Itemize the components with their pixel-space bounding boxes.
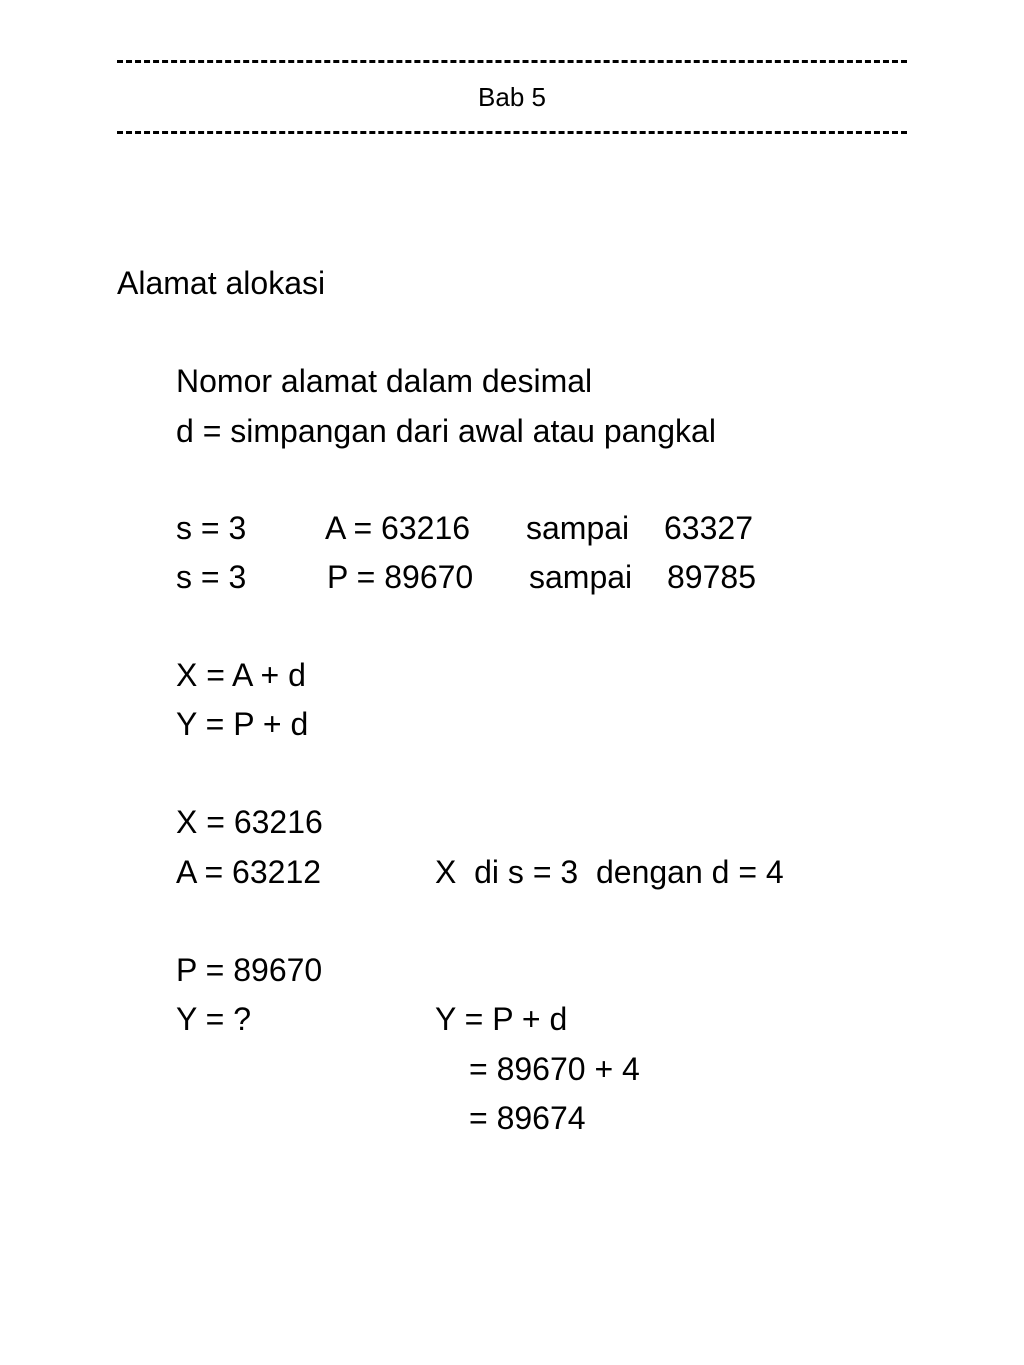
range-2-end: 89785: [667, 559, 756, 595]
example-y-line-1: P = 89670: [176, 952, 323, 988]
range-2-base: P = 89670: [327, 559, 474, 595]
example-y-line-2: Y = ?: [176, 1001, 252, 1037]
section-title: Alamat alokasi: [117, 265, 326, 301]
range-2-segment: s = 3: [176, 559, 247, 595]
formula-x: X = A + d: [176, 657, 306, 693]
range-1-segment: s = 3: [176, 510, 247, 546]
chapter-title: Bab 5: [478, 82, 546, 112]
example-y-step-3: = 89674: [469, 1100, 586, 1136]
example-y-step-2: = 89670 + 4: [469, 1051, 640, 1087]
example-x-note: X di s = 3 dengan d = 4: [435, 854, 784, 890]
definition-line-1: Nomor alamat dalam desimal: [176, 363, 593, 399]
formula-y: Y = P + d: [176, 706, 309, 742]
range-1-base: A = 63216: [325, 510, 471, 546]
header-top-dashed-rule: [117, 60, 907, 63]
range-1-end: 63327: [664, 510, 753, 546]
header-bottom-dashed-rule: [117, 131, 907, 134]
range-2-word: sampai: [529, 559, 633, 595]
example-x-line-2: A = 63212: [176, 854, 322, 890]
range-1-word: sampai: [526, 510, 630, 546]
example-x-line-1: X = 63216: [176, 804, 323, 840]
example-y-step-1: Y = P + d: [435, 1001, 568, 1037]
definition-line-2: d = simpangan dari awal atau pangkal: [176, 413, 716, 449]
